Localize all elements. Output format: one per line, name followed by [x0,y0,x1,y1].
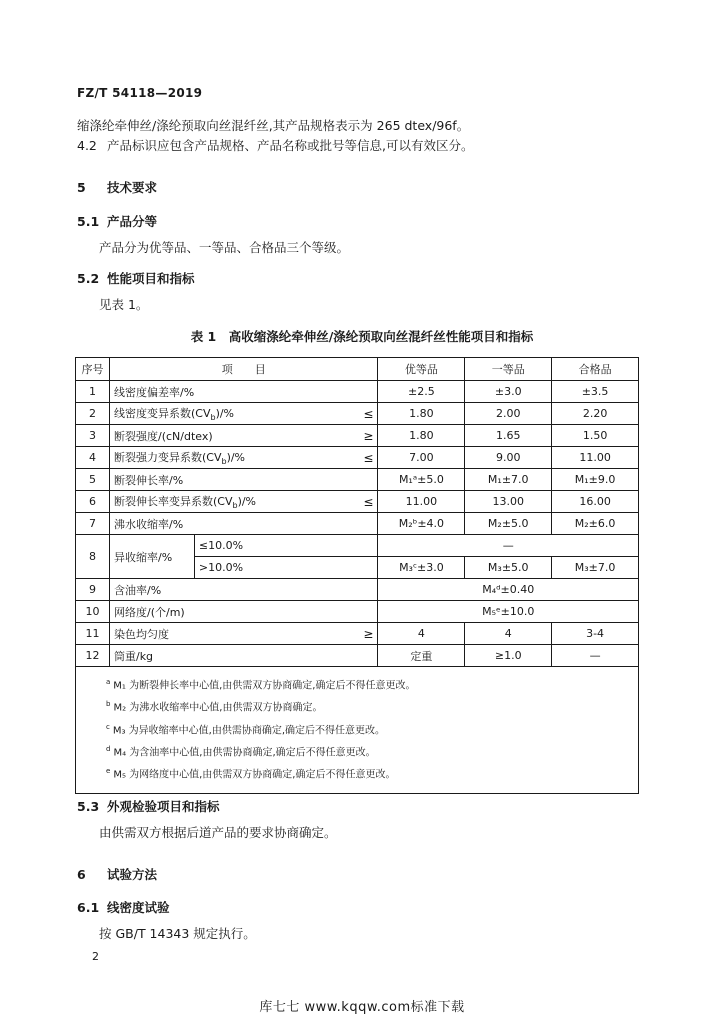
clause-text: 产品标识应包含产品规格、产品名称或批号等信息,可以有效区分。 [107,138,474,153]
item-label: 断裂伸长率/% [113,473,184,487]
section-number: 6 [77,867,86,882]
note-mark: d [106,744,111,753]
note-mark: e [106,767,111,776]
table-notes [76,667,639,794]
row-item [109,447,378,469]
footer-watermark: 库七七 www.kqqw.com标准下载 [259,1000,465,1015]
table-note [106,695,630,717]
item-label [114,493,256,510]
value-first: 13.00 [465,491,552,513]
value-qualified: 3-4 [552,623,639,645]
value-merged: M₄ᵈ±0.40 [378,579,639,601]
row-item [109,491,378,513]
value-merged: M₅ᵉ±10.0 [378,601,639,623]
section-number: 5.2 [77,271,100,286]
table-row [76,513,639,535]
item-subscript: b [221,457,227,467]
row-seq: 1 [76,381,110,403]
comparator: ≥ [363,428,374,443]
comparator: ≤ [363,406,374,421]
note-text: M₃ 为异收缩率中心值,由供需协商确定,确定后不得任意更改。 [112,724,386,736]
value-first: 4 [465,623,552,645]
value-first: ≥1.0 [465,645,552,667]
value-qualified: M₃±7.0 [552,557,639,579]
value-qualified: 11.00 [552,447,639,469]
table-row [76,601,639,623]
note-text: M₁ 为断裂伸长率中心值,由供需双方协商确定,确定后不得任意更改。 [113,680,416,692]
section-number: 6.1 [77,900,100,915]
item-text-tail: )/% [226,450,246,464]
row-seq: 8 [76,535,110,579]
row-seq: 4 [76,447,110,469]
section-6-heading [77,865,157,883]
item-text-tail: )/% [215,406,235,420]
clause-number: 4.2 [77,138,97,153]
item-subscript: b [232,501,238,511]
row-seq: 5 [76,469,110,491]
note-mark: a [106,678,111,686]
row-item [109,513,378,535]
item-subscript: b [210,413,216,423]
comparator: ≤ [363,450,374,465]
table-caption: 表 1 高收缩涤纶牵伸丝/涤纶预取向丝混纤丝性能项目和指标 [190,329,534,344]
item-text-tail: )/% [237,494,257,508]
value-superior: M₂ᵇ±4.0 [378,513,465,535]
section-number: 5.3 [77,799,100,814]
row-seq: 11 [76,623,110,645]
section-title: 产品分等 [107,214,158,229]
item-text: 断裂伸长率变异系数(CV [113,494,233,508]
value-qualified: M₂±6.0 [552,513,639,535]
comparator: ≤ [363,494,374,509]
row-seq: 2 [76,403,110,425]
value-first: 9.00 [465,447,552,469]
item-text: 线密度变异系数(CV [113,406,211,420]
table-note [106,762,630,784]
value-first: ±3.0 [465,381,552,403]
document-code: FZ/T 54118—2019 [77,86,203,100]
item-label [114,405,234,422]
value-superior: 定重 [378,645,465,667]
table-row [76,623,639,645]
performance-table [75,357,639,794]
value-superior: 1.80 [378,425,465,447]
row-item: 异收缩率/% [109,535,194,579]
row-seq: 12 [76,645,110,667]
value-first: 1.65 [465,425,552,447]
section-5-3-body: 由供需双方根据后道产品的要求协商确定。 [99,825,337,840]
table-row [76,469,639,491]
note-text: M₅ 为网络度中心值,由供需双方协商确定,确定后不得任意更改。 [113,769,396,781]
table-note [106,673,630,695]
value-superior: ±2.5 [378,381,465,403]
value-first: M₁±7.0 [465,469,552,491]
section-title: 试验方法 [107,867,158,882]
header-item: 项 目 [109,358,378,381]
table-header-row [76,358,639,381]
section-title: 性能项目和指标 [107,271,195,286]
table-row [76,491,639,513]
row-item: 筒重/kg [109,645,378,667]
row-item: 网络度/(个/m) [109,601,378,623]
row-subitem: >10.0% [194,557,378,579]
value-first: M₂±5.0 [465,513,552,535]
section-title: 外观检验项目和指标 [107,799,220,814]
row-item: 含油率/% [109,579,378,601]
table-row [76,403,639,425]
item-label: 沸水收缩率/% [113,517,184,531]
table-row [76,645,639,667]
section-number: 5 [77,180,86,195]
item-label: 线密度偏差率/% [113,385,195,399]
section-6-1-heading [77,898,170,916]
header-grade-first: 一等品 [465,358,552,381]
row-item [109,469,378,491]
value-superior: 11.00 [378,491,465,513]
table-note [106,740,630,762]
header-seq: 序号 [76,358,110,381]
table-row [76,579,639,601]
section-number: 5.1 [77,214,100,229]
paragraph-product-spec: 缩涤纶牵伸丝/涤纶预取向丝混纤丝,其产品规格表示为 265 dtex/96f。 [77,118,470,133]
header-grade-superior: 优等品 [378,358,465,381]
value-merged: — [378,535,639,557]
section-5-1-heading [77,212,157,230]
header-grade-qualified: 合格品 [552,358,639,381]
section-5-heading [77,178,157,196]
value-first: 2.00 [465,403,552,425]
row-subitem: ≤10.0% [194,535,378,557]
value-qualified: 2.20 [552,403,639,425]
comparator: ≥ [363,626,374,641]
item-label [114,449,245,466]
value-superior: 7.00 [378,447,465,469]
note-text: M₂ 为沸水收缩率中心值,由供需双方协商确定。 [113,702,323,714]
table-row [76,535,639,557]
table-row [76,381,639,403]
row-seq: 10 [76,601,110,623]
note-mark: c [106,722,110,731]
row-item [109,425,378,447]
item-text: 断裂强力变异系数(CV [113,450,222,464]
value-superior: 1.80 [378,403,465,425]
item-label: 染色均匀度 [113,627,169,641]
section-title: 技术要求 [107,180,158,195]
section-6-1-body: 按 GB/T 14343 规定执行。 [99,926,256,941]
value-qualified: ±3.5 [552,381,639,403]
value-superior: M₃ᶜ±3.0 [378,557,465,579]
value-superior: 4 [378,623,465,645]
value-qualified: 16.00 [552,491,639,513]
table-row [76,447,639,469]
row-seq: 7 [76,513,110,535]
section-title: 线密度试验 [107,900,170,915]
row-item [109,381,378,403]
table-notes-row [76,667,639,794]
section-5-3-heading [77,797,220,815]
section-5-2-body: 见表 1。 [99,297,149,312]
table-row [76,425,639,447]
row-seq: 6 [76,491,110,513]
section-5-1-body: 产品分为优等品、一等品、合格品三个等级。 [99,240,350,255]
page-number: 2 [92,950,99,963]
note-text: M₄ 为含油率中心值,由供需协商确定,确定后不得任意更改。 [113,747,376,759]
note-mark: b [106,700,111,709]
row-item [109,403,378,425]
table-note [106,718,630,740]
value-qualified: — [552,645,639,667]
value-superior: M₁ᵃ±5.0 [378,469,465,491]
value-qualified: M₁±9.0 [552,469,639,491]
section-5-2-heading [77,269,195,287]
value-qualified: 1.50 [552,425,639,447]
row-item [109,623,378,645]
row-seq: 9 [76,579,110,601]
item-label: 断裂强度/(cN/dtex) [113,429,213,443]
clause-4-2 [77,137,473,155]
row-seq: 3 [76,425,110,447]
value-first: M₃±5.0 [465,557,552,579]
